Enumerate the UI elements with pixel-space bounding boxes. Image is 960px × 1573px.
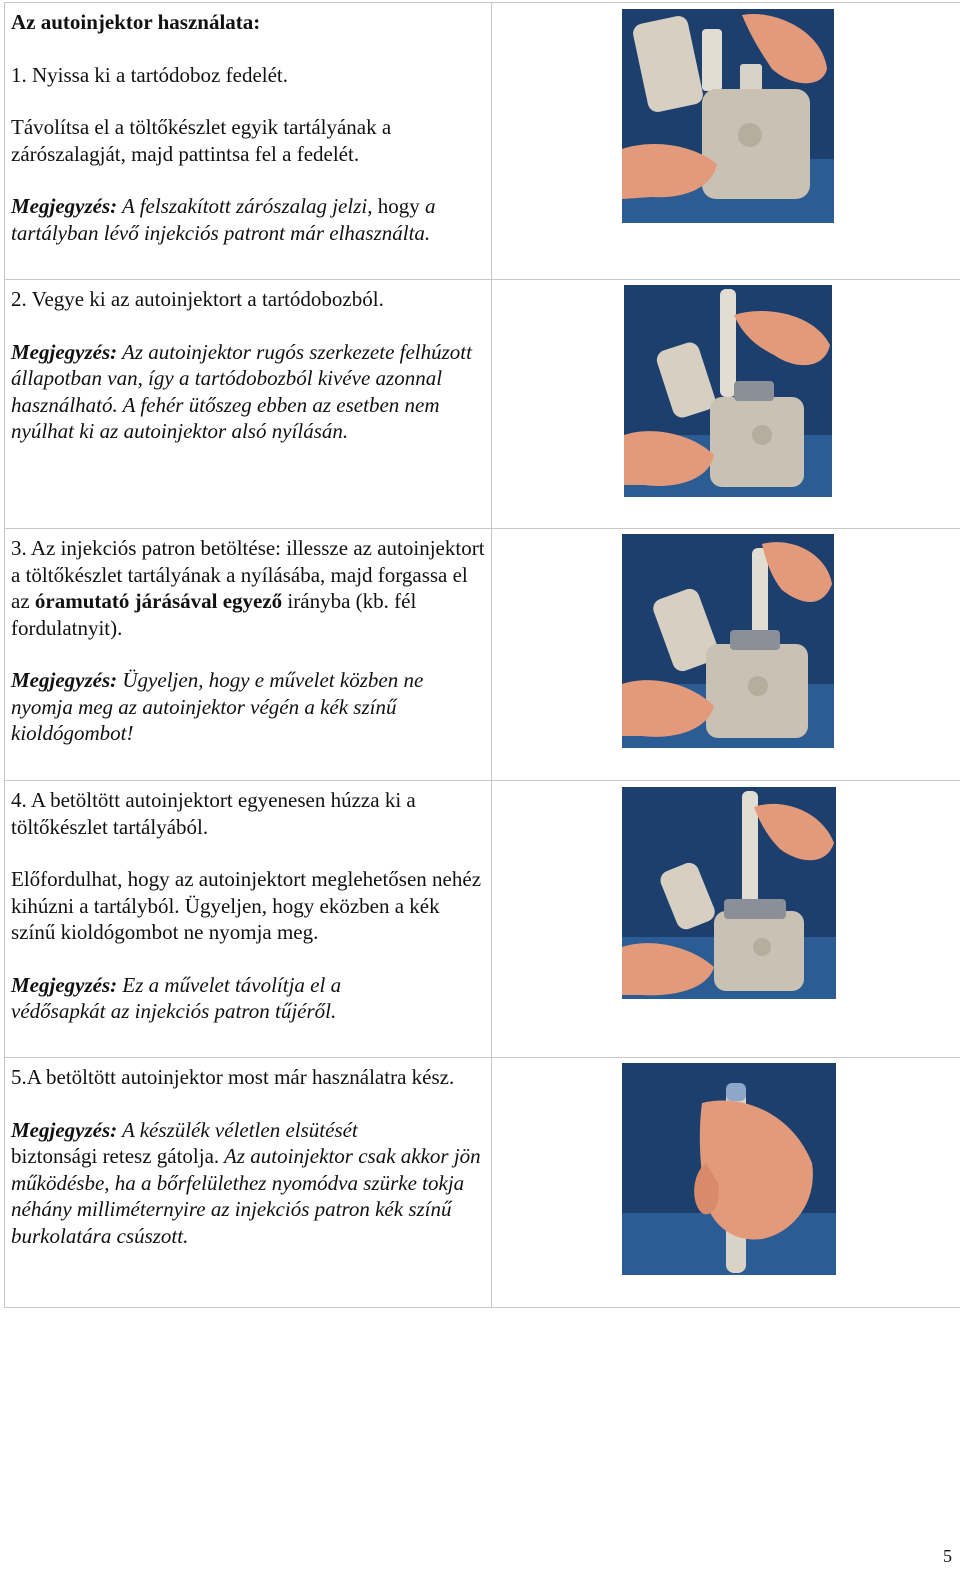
step-4-instruction: Előfordulhat, hogy az autoinjektort meglehetősen nehéz kihúzni a tartályból. Ügyeljen, hogy eközben a kék színű kioldógombot ne nyomja meg. bbox=[11, 867, 482, 944]
step-4-image-cell bbox=[492, 781, 960, 1058]
step-1-instruction: Távolítsa el a töltőkészlet egyik tartályának a zárószalagját, majd pattintsa fel a fedelét. bbox=[11, 115, 392, 166]
step-1-title: 1. Nyissa ki a tartódoboz fedelét. bbox=[11, 62, 288, 87]
note-label: Megjegyzés: bbox=[11, 194, 118, 218]
step-5-note bbox=[11, 1117, 485, 1250]
step-4-photo bbox=[622, 787, 836, 999]
step-1-image-cell bbox=[492, 3, 960, 280]
note-text: A felszakított zárószalag jelzi, bbox=[117, 194, 373, 218]
step-4-text-cell bbox=[5, 781, 492, 1058]
note-label: Megjegyzés: bbox=[11, 972, 118, 997]
step-5-title: 5.A betöltött autoinjektor most már használatra kész. bbox=[11, 1065, 455, 1089]
step-1-photo bbox=[622, 9, 834, 223]
note-text-continued: a tartályban lévő injekciós patront már elhasználta. bbox=[11, 194, 436, 245]
instructions-table bbox=[4, 2, 960, 1308]
step-3-note bbox=[11, 667, 485, 747]
step-3-text-cell bbox=[5, 529, 492, 781]
note-text-continued: Az autoinjektor csak akkor jön működésbe, ha a bőrfelülethez nyomódva szürke tokja néhány milliméternyire az injekciós patron kék színű burkolatára csúszott. bbox=[11, 1144, 481, 1248]
step-2-text-cell bbox=[5, 280, 492, 529]
step-3-instruction bbox=[11, 535, 485, 641]
step-3-emphasis: óramutató járásával egyező bbox=[34, 589, 283, 613]
step-4-note bbox=[11, 972, 485, 1025]
step-3-text-end: irányba (kb. fél fordulatnyit). bbox=[11, 589, 417, 640]
step-1-text-cell bbox=[5, 3, 492, 280]
step-2-image-cell bbox=[492, 280, 960, 529]
note-label: Megjegyzés: bbox=[11, 1117, 118, 1142]
step-5-photo bbox=[622, 1063, 836, 1275]
step-2-photo bbox=[624, 285, 832, 497]
note-text-continued: védősapkát az injekciós patron tűjéről. bbox=[11, 999, 337, 1023]
step-1-note bbox=[11, 193, 485, 246]
note-text: Az autoinjektor rugós szerkezete felhúzott állapotban van, így a tartódobozból kivéve azonnal használható. A fehér ütőszeg ebben az esetben nem nyúlhat ki az autoinjektor alsó nyílásán. bbox=[11, 339, 472, 443]
step-3-text: 3. Az injekciós patron betöltése: illessze az autoinjektort a töltőkészlet tartályának a nyílásába, majd forgassa el az bbox=[11, 536, 485, 613]
note-label: Megjegyzés: bbox=[11, 339, 118, 364]
page-number: 5 bbox=[943, 1546, 952, 1566]
step-3-photo bbox=[622, 534, 834, 748]
step-2-title: 2. Vegye ki az autoinjektort a tartódobozból. bbox=[11, 287, 384, 311]
note-label: Megjegyzés: bbox=[11, 668, 118, 692]
note-text: Ügyeljen, hogy e művelet közben ne nyomja meg az autoinjektor végén a kék színű kioldógombot! bbox=[11, 668, 424, 745]
note-text-plain: hogy bbox=[372, 194, 420, 218]
section-heading: Az autoinjektor használata: bbox=[11, 10, 261, 34]
step-4-title: 4. A betöltött autoinjektort egyenesen húzza ki a töltőkészlet tartályából. bbox=[11, 788, 416, 839]
step-5-text-cell bbox=[5, 1058, 492, 1308]
step-5-image-cell bbox=[492, 1058, 960, 1308]
note-text: A készülék véletlen elsütését bbox=[117, 1117, 358, 1142]
note-text: Ez a művelet távolítja el a bbox=[117, 972, 342, 997]
step-2-note bbox=[11, 339, 485, 445]
note-text-plain: biztonsági retesz gátolja. bbox=[11, 1144, 220, 1168]
step-3-image-cell bbox=[492, 529, 960, 781]
